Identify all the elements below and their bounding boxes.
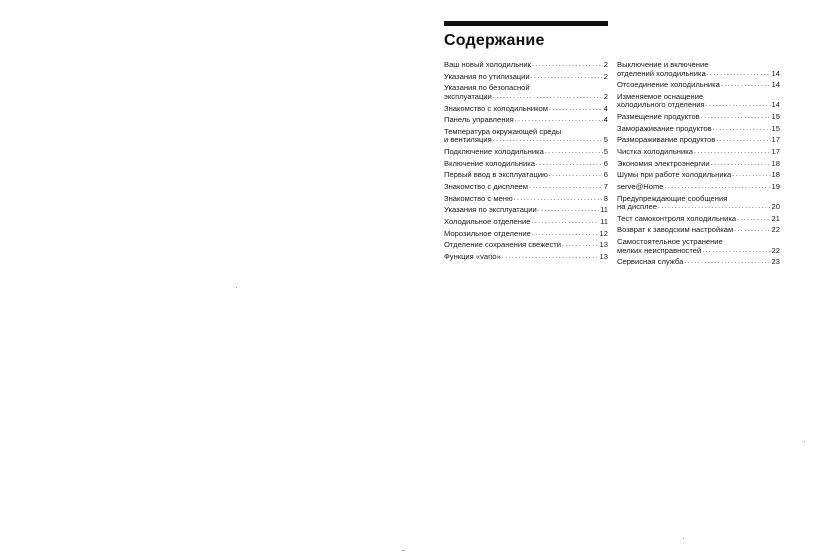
toc-entry-title: Экономия электроэнергии	[617, 158, 710, 168]
toc-page-number: 19	[771, 181, 780, 191]
toc-entry-title: Сервисная служба	[617, 257, 684, 267]
toc-entry-title: отделений холодильника	[617, 68, 706, 78]
toc-entry-title: Отсоединение холодильника	[617, 80, 720, 90]
toc-entry[interactable]	[444, 116, 608, 125]
toc-entry[interactable]	[444, 218, 608, 227]
toc-entry-line	[444, 183, 608, 192]
toc-entry[interactable]	[444, 171, 608, 180]
toc-entry-line	[444, 73, 608, 82]
page-title: Содержание	[444, 32, 545, 49]
toc-entry-title: Отделение сохранения свежести	[444, 240, 561, 250]
scan-speck	[804, 441, 805, 442]
toc-page-number: 15	[771, 112, 780, 122]
toc-page-number: 14	[771, 68, 780, 78]
toc-entry-title: Тест самоконтроля холодильника	[617, 213, 737, 223]
toc-leader-dots	[536, 160, 603, 169]
toc-entry-title: Указания по эксплуатации	[444, 205, 537, 215]
toc-entry-title: мелких неисправностей	[617, 245, 702, 255]
toc-entry-line	[444, 105, 608, 114]
toc-leader-dots	[562, 241, 599, 250]
toc-page-number: 18	[771, 170, 780, 180]
toc-entry-title: Знакомство с холодильником	[444, 103, 549, 113]
toc-entry-line	[617, 171, 780, 180]
toc-entry[interactable]	[617, 226, 780, 235]
toc-entry[interactable]	[617, 93, 780, 110]
toc-entry[interactable]	[617, 195, 780, 212]
toc-leader-dots	[716, 136, 770, 145]
toc-leader-dots	[531, 218, 599, 227]
toc-page-number: 8	[603, 193, 608, 203]
toc-page-number: 18	[771, 158, 780, 168]
toc-leader-dots	[532, 61, 603, 70]
toc-leader-dots	[701, 113, 771, 122]
toc-entry[interactable]	[617, 113, 780, 122]
toc-entry[interactable]	[444, 160, 608, 169]
toc-entry-title: Самостоятельное устранение	[617, 237, 723, 247]
toc-entry-title: Холодильное отделение	[444, 216, 531, 226]
toc-entry[interactable]	[617, 160, 780, 169]
toc-entry-line	[617, 70, 780, 79]
toc-leader-dots	[493, 136, 603, 145]
toc-page-number: 2	[603, 60, 608, 69]
toc-entry-title: Первый ввод в эксплуатацию	[444, 170, 548, 180]
toc-entry-title: Температура окружающей среды	[444, 126, 562, 136]
toc-entry-title: Возврат к заводским настройкам	[617, 225, 734, 235]
toc-leader-dots	[702, 247, 770, 256]
toc-page-number: 6	[603, 158, 608, 168]
heading-rule	[444, 21, 608, 26]
toc-entry[interactable]	[444, 183, 608, 192]
toc-leader-dots	[706, 101, 771, 110]
toc-entry[interactable]	[444, 84, 608, 101]
toc-entry-title: Размораживание продуктов	[617, 135, 716, 145]
toc-page-number: 5	[603, 135, 608, 145]
toc-entry-line	[617, 125, 780, 134]
toc-entry-title: Подключение холодильника	[444, 147, 544, 157]
toc-leader-dots	[538, 206, 599, 215]
toc-entry[interactable]	[617, 183, 780, 192]
toc-entry[interactable]	[617, 215, 780, 224]
toc-entry-line	[444, 206, 608, 215]
toc-page-number: 7	[603, 181, 608, 191]
toc-page-number: 13	[599, 251, 608, 261]
toc-entry[interactable]	[444, 230, 608, 239]
toc-leader-dots	[514, 195, 603, 204]
toc-entry[interactable]	[617, 136, 780, 145]
toc-entry[interactable]	[617, 148, 780, 157]
toc-left-column	[444, 61, 608, 264]
toc-entry-title: Функция «vario»	[444, 251, 501, 261]
toc-entry[interactable]	[617, 125, 780, 134]
toc-leader-dots	[549, 171, 603, 180]
toc-leader-dots	[502, 253, 599, 262]
toc-page-number: 22	[771, 245, 780, 255]
toc-page-number: 5	[603, 147, 608, 157]
toc-entry[interactable]	[444, 128, 608, 145]
toc-leader-dots	[734, 226, 770, 235]
toc-entry-title: Предупреждающие сообщения	[617, 193, 728, 203]
toc-entry-line	[617, 160, 780, 169]
scan-speck	[402, 550, 405, 551]
toc-page-number: 4	[603, 103, 608, 113]
scan-speck	[236, 287, 237, 288]
toc-entry-title: Панель управления	[444, 115, 514, 125]
toc-page-number: 17	[771, 147, 780, 157]
toc-leader-dots	[713, 125, 771, 134]
toc-entry-line	[617, 215, 780, 224]
toc-entry[interactable]	[617, 81, 780, 90]
toc-page-number: 4	[603, 115, 608, 125]
toc-entry-line	[617, 148, 780, 157]
toc-entry[interactable]	[444, 148, 608, 157]
toc-entry[interactable]	[444, 105, 608, 114]
toc-entry-title: serve@Home	[617, 181, 664, 191]
toc-page-number: 21	[771, 213, 780, 223]
toc-entry-line	[444, 171, 608, 180]
toc-entry[interactable]	[617, 238, 780, 255]
toc-entry[interactable]	[444, 195, 608, 204]
toc-entry[interactable]	[444, 241, 608, 250]
toc-entry-title: Шумы при работе холодильника	[617, 170, 732, 180]
toc-entry-title: Указания по утилизации	[444, 71, 530, 81]
toc-leader-dots	[545, 148, 603, 157]
toc-leader-dots	[515, 116, 603, 125]
toc-leader-dots	[684, 258, 770, 267]
toc-entry-line	[617, 203, 780, 212]
toc-leader-dots	[529, 183, 603, 192]
toc-entry-title: Чистка холодильника	[617, 147, 693, 157]
toc-entry-line	[617, 101, 780, 110]
toc-page-number: 23	[771, 257, 780, 267]
toc-entry-line	[444, 195, 608, 204]
toc-entry-line	[617, 226, 780, 235]
toc-entry[interactable]	[617, 171, 780, 180]
toc-entry-title: холодильного отделения	[617, 100, 705, 110]
toc-page-number: 2	[603, 91, 608, 101]
toc-entry[interactable]	[444, 73, 608, 82]
toc-page-number: 22	[771, 225, 780, 235]
toc-entry-line	[617, 258, 780, 267]
toc-page-number: 13	[599, 240, 608, 250]
scan-speck	[683, 538, 684, 539]
toc-entry-title: Выключение и включение	[617, 60, 709, 69]
toc-leader-dots	[532, 230, 599, 239]
toc-entry-title: эксплуатации	[444, 91, 492, 101]
toc-leader-dots	[493, 93, 603, 102]
toc-entry-line	[617, 247, 780, 256]
toc-entry-title: Замораживание продуктов	[617, 123, 712, 133]
toc-entry-line	[617, 183, 780, 192]
toc-entry-line	[444, 253, 608, 262]
toc-entry-line	[444, 61, 608, 70]
toc-entry-line	[444, 241, 608, 250]
toc-entry-line	[444, 218, 608, 227]
toc-leader-dots	[549, 105, 603, 114]
toc-page-number: 17	[771, 135, 780, 145]
toc-entry-title: Изменяемое оснащение	[617, 91, 704, 101]
toc-entry-line	[444, 116, 608, 125]
toc-entry[interactable]	[617, 258, 780, 267]
toc-leader-dots	[732, 171, 770, 180]
toc-page-number: 14	[771, 80, 780, 90]
toc-leader-dots	[707, 70, 771, 79]
toc-leader-dots	[531, 73, 603, 82]
toc-entry-line	[444, 93, 608, 102]
toc-entry[interactable]	[444, 206, 608, 215]
toc-entry[interactable]	[617, 61, 780, 78]
toc-leader-dots	[665, 183, 771, 192]
toc-right-column	[617, 61, 780, 270]
toc-entry-title: Размещение продуктов	[617, 112, 700, 122]
toc-entry-title: Знакомство с дисплеем	[444, 181, 528, 191]
toc-leader-dots	[658, 203, 771, 212]
toc-entry-line	[617, 136, 780, 145]
toc-entry-line	[617, 113, 780, 122]
toc-entry-title: Включение холодильника	[444, 158, 535, 168]
toc-entry-line	[444, 230, 608, 239]
toc-entry-title: Указания по безопасной	[444, 83, 530, 93]
toc-leader-dots	[737, 215, 770, 224]
toc-entry-title: Морозильное отделение	[444, 228, 531, 238]
toc-entry-title: Ваш новый холодильник	[444, 60, 531, 69]
toc-entry[interactable]	[444, 61, 608, 70]
toc-entry-title: Знакомство с меню	[444, 193, 513, 203]
toc-entry-line	[444, 160, 608, 169]
toc-page-number: 6	[603, 170, 608, 180]
toc-page-number: 11	[600, 205, 608, 215]
toc-entry-line	[617, 81, 780, 90]
toc-page-number: 14	[771, 100, 780, 110]
toc-page-number: 12	[599, 228, 608, 238]
toc-leader-dots	[721, 81, 771, 90]
toc-page-number: 11	[600, 216, 608, 226]
toc-page-number: 20	[771, 202, 780, 212]
toc-entry[interactable]	[444, 253, 608, 262]
toc-leader-dots	[694, 148, 771, 157]
toc-entry-title: и вентиляция	[444, 135, 492, 145]
toc-page-number: 15	[771, 123, 780, 133]
toc-entry-title: на дисплее	[617, 202, 657, 212]
toc-entry-line	[444, 148, 608, 157]
toc-entry-line	[444, 136, 608, 145]
toc-page-number: 2	[603, 71, 608, 81]
toc-leader-dots	[711, 160, 771, 169]
